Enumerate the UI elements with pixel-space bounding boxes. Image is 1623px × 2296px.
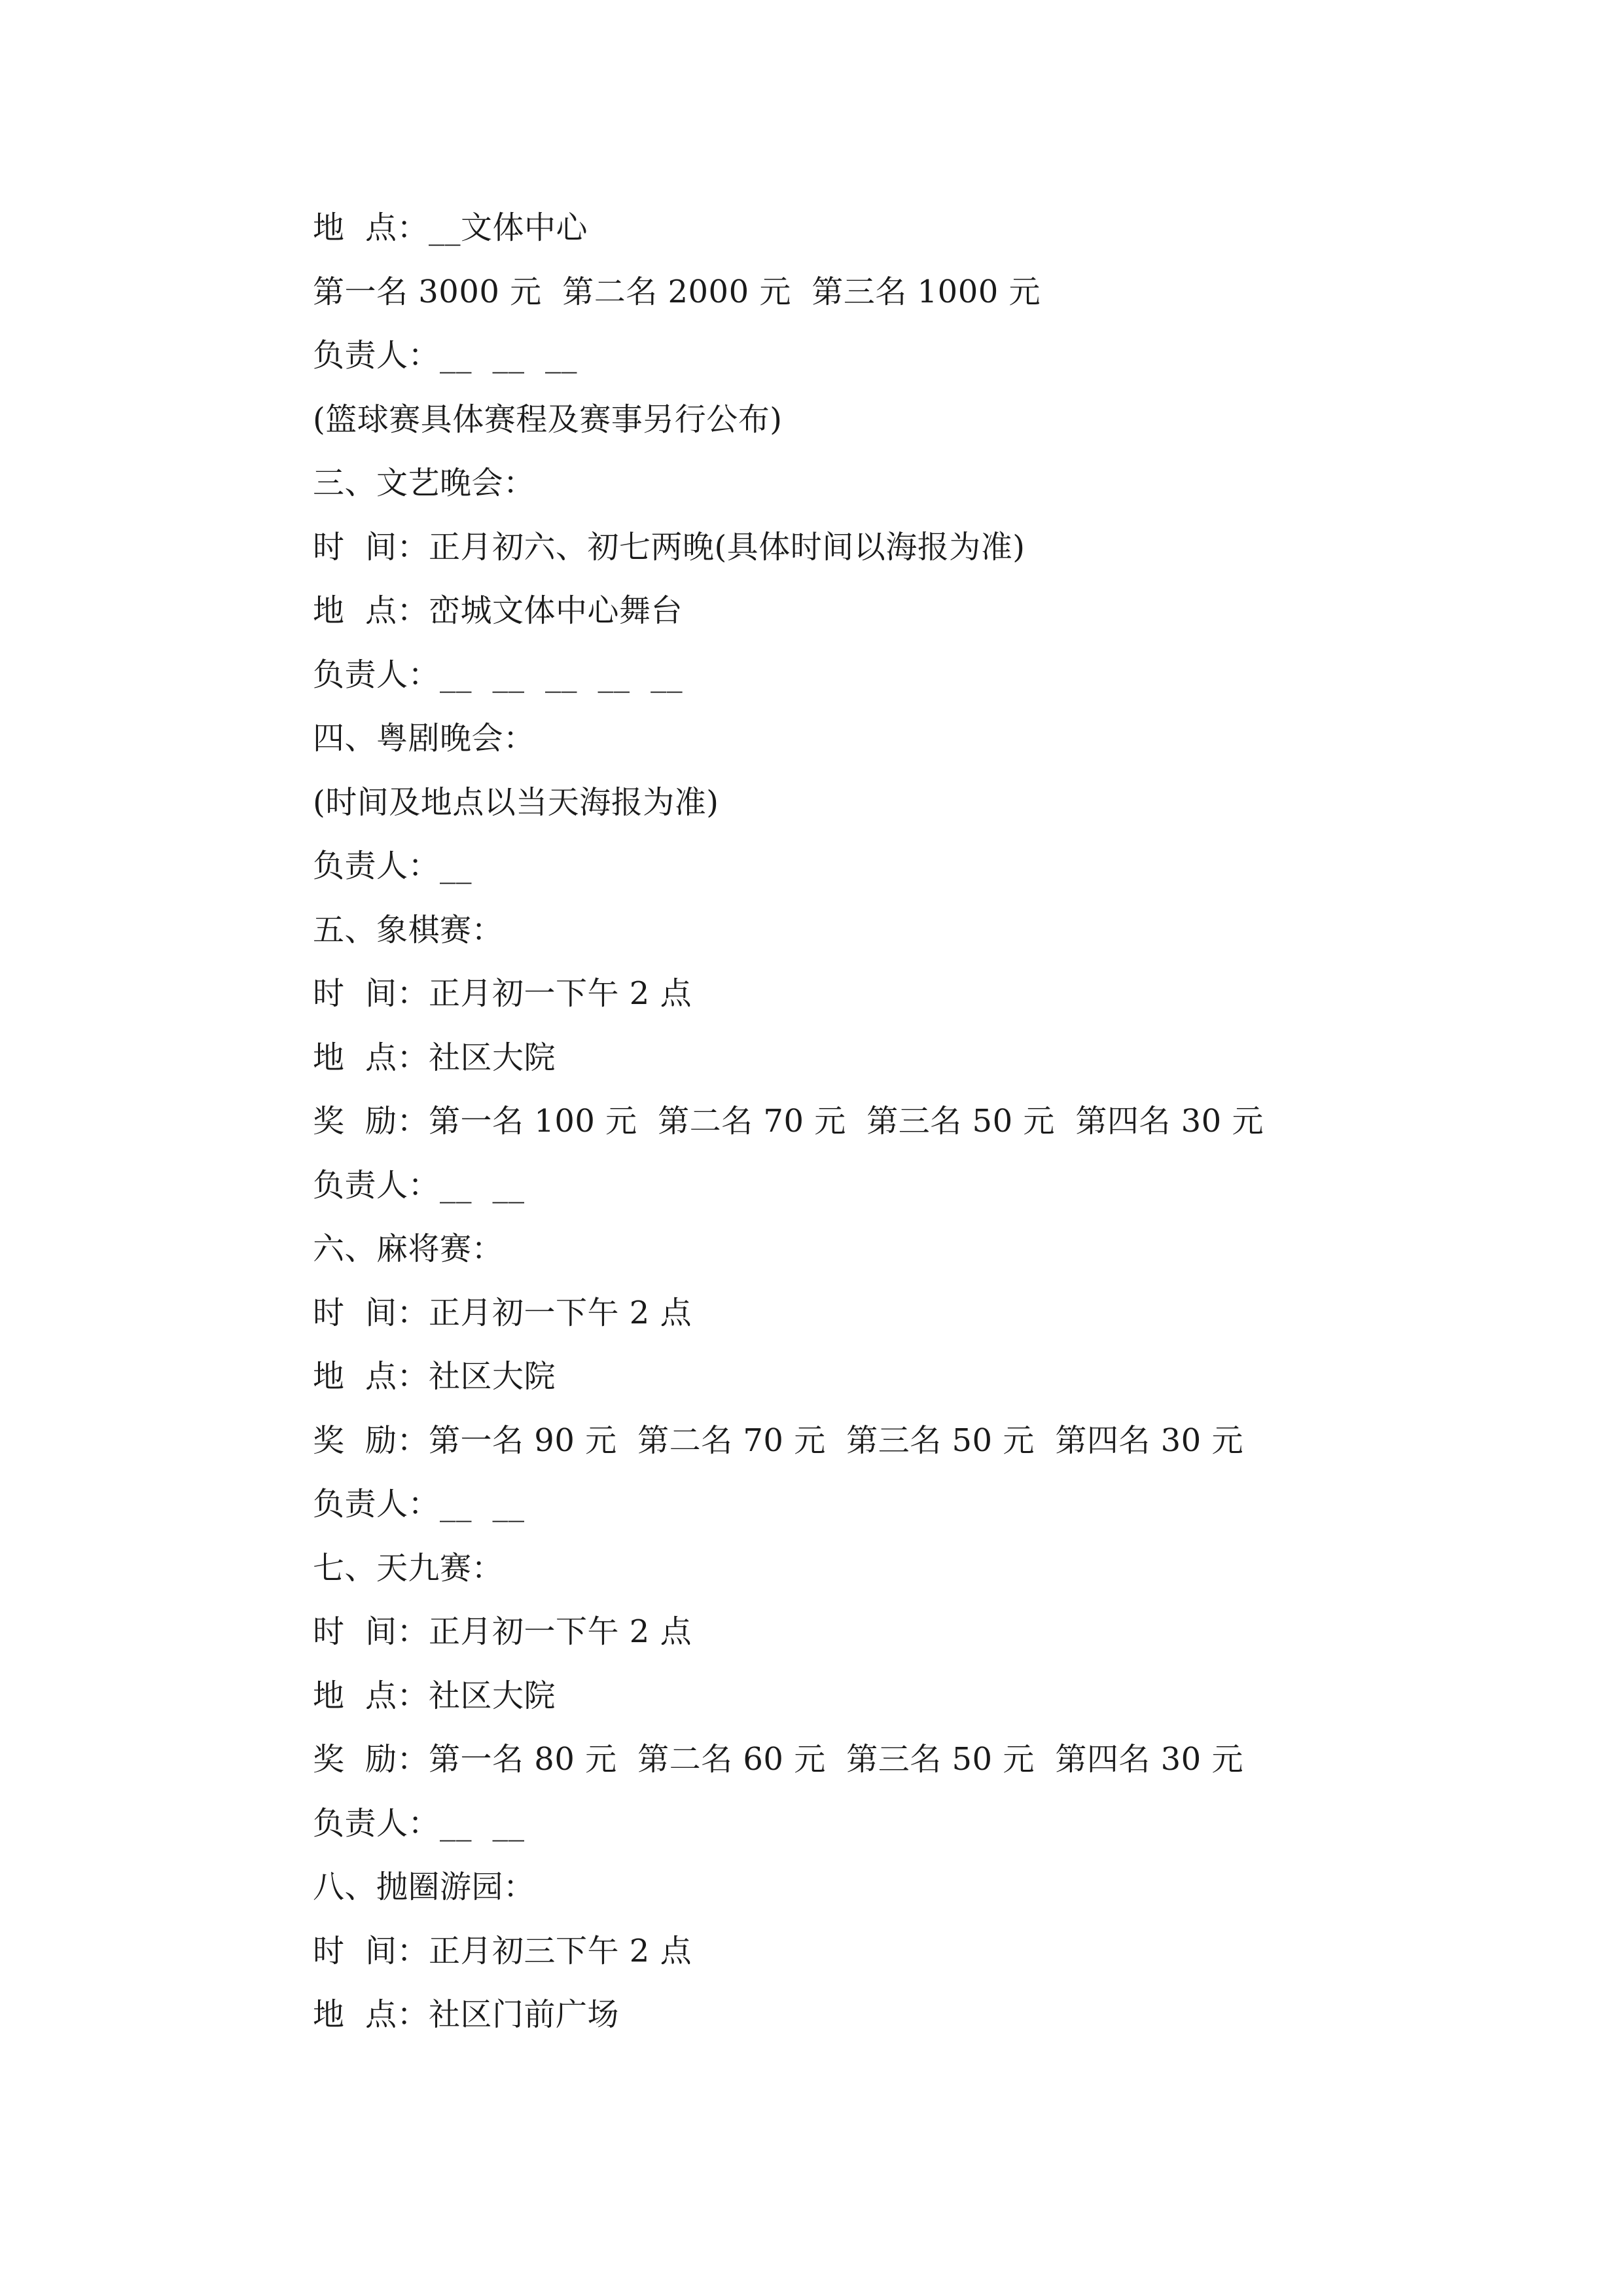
time-line: 时 间：正月初一下午 2 点 xyxy=(313,975,692,1012)
time-line: 时 间：正月初一下午 2 点 xyxy=(313,1613,692,1650)
location-line: 地 点：峦城文体中心舞台 xyxy=(313,592,683,629)
document-body xyxy=(313,204,1360,2055)
section-heading: 六、麻将赛： xyxy=(313,1230,504,1267)
section-heading: 四、粤剧晚会： xyxy=(313,720,535,757)
reward-line: 奖 励：第一名 100 元 第二名 70 元 第三名 50 元 第四名 30 元 xyxy=(313,1103,1264,1139)
reward-line: 奖 励：第一名 80 元 第二名 60 元 第三名 50 元 第四名 30 元 xyxy=(313,1741,1243,1778)
section-heading: 三、文艺晚会： xyxy=(313,465,535,501)
time-line: 时 间：正月初三下午 2 点 xyxy=(313,1932,692,1969)
time-line: 时 间：正月初一下午 2 点 xyxy=(313,1294,692,1331)
person-in-charge-line: 负责人：__ __ xyxy=(313,1486,525,1522)
time-line: 时 间：正月初六、初七两晚(具体时间以海报为准) xyxy=(313,528,1026,565)
person-in-charge-line: 负责人：__ __ xyxy=(313,1804,525,1842)
location-line: 地 点：社区门前广场 xyxy=(313,1996,620,2033)
note-line: (篮球赛具体赛程及赛事另行公布) xyxy=(313,401,783,438)
section-heading: 七、天九赛： xyxy=(313,1549,504,1587)
reward-line: 奖 励：第一名 90 元 第二名 70 元 第三名 50 元 第四名 30 元 xyxy=(313,1422,1243,1459)
person-in-charge-line: 负责人：__ __ xyxy=(313,1166,525,1204)
note-line: (时间及地点以当天海报为准) xyxy=(313,783,719,821)
location-line: 地 点：社区大院 xyxy=(313,1039,556,1076)
section-heading: 五、象棋赛： xyxy=(313,911,504,948)
person-in-charge-line: 负责人：__ __ __ xyxy=(313,337,578,374)
person-in-charge-line: 负责人：__ __ __ __ __ xyxy=(313,656,683,693)
location-line: 地 点：社区大院 xyxy=(313,1358,556,1395)
location-line: 地 点：社区大院 xyxy=(313,1677,556,1714)
location-line: 地 点：__文体中心 xyxy=(313,209,588,246)
section-heading: 八、抛圈游园： xyxy=(313,1869,535,1905)
prize-line: 第一名 3000 元 第二名 2000 元 第三名 1000 元 xyxy=(313,273,1041,310)
person-in-charge-line: 负责人：__ xyxy=(313,848,473,884)
